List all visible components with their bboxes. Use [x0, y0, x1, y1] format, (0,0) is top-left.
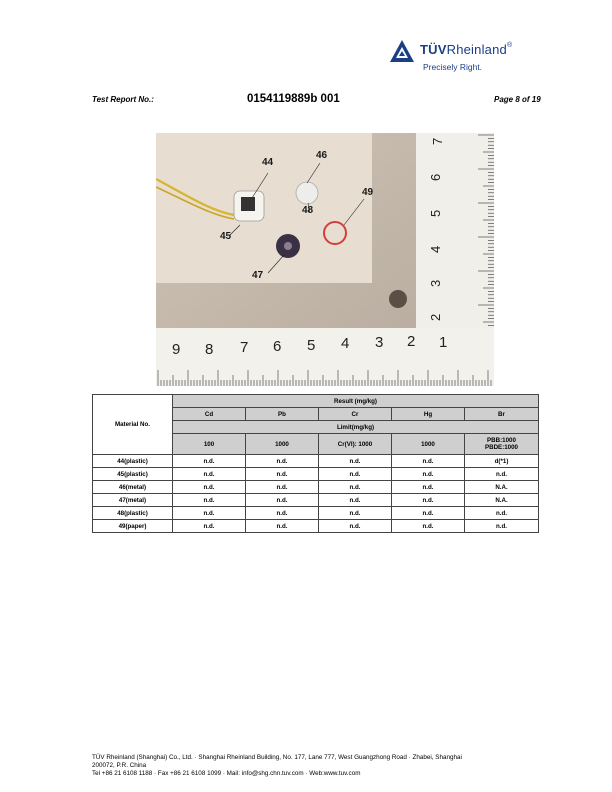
- hg-cell: n.d.: [392, 520, 465, 533]
- col-header-cd: Cd: [173, 408, 246, 421]
- ruler-right-5: 5: [428, 209, 443, 217]
- ruler-number-4: 4: [341, 335, 350, 352]
- limit-hg: 1000: [392, 434, 465, 455]
- ruler-right-4: 4: [428, 245, 443, 253]
- material-no-header: Material No.: [93, 395, 173, 455]
- sample-label-46: 46: [316, 150, 328, 161]
- sample-label-44: 44: [262, 157, 274, 168]
- footer-postcode: 200072, P.R. China: [92, 762, 147, 769]
- col-header-hg: Hg: [392, 408, 465, 421]
- table-header-row: [93, 395, 539, 408]
- limit-cd: 100: [173, 434, 246, 455]
- footer: [92, 754, 542, 778]
- pb-cell: n.d.: [246, 481, 319, 494]
- ruler-number-5: 5: [307, 337, 316, 354]
- sample-label-48: 48: [302, 205, 314, 216]
- br-cell: d(*1): [465, 455, 539, 468]
- material-cell: 48(plastic): [93, 507, 173, 520]
- table-row: [93, 455, 539, 468]
- ruler-number-3: 3: [375, 334, 384, 351]
- table-row: [93, 520, 539, 533]
- logo-tagline: Precisely Right.: [423, 62, 483, 72]
- ruler-right-6: 6: [428, 173, 443, 181]
- ruler-number-2: 2: [407, 333, 416, 350]
- cd-cell: n.d.: [173, 481, 246, 494]
- br-cell: n.d.: [465, 520, 539, 533]
- cr-cell: n.d.: [319, 455, 392, 468]
- table-row: [93, 481, 539, 494]
- hg-cell: n.d.: [392, 455, 465, 468]
- page-number: Page 8 of 19: [494, 95, 541, 104]
- footer-address: TÜV Rheinland (Shanghai) Co., Ltd. · Shanghai Rheinland Building, No. 177, Lane 777, West Guangzhong Road · Zhabei, Shanghai: [92, 754, 462, 761]
- material-cell: 49(paper): [93, 520, 173, 533]
- cr-cell: n.d.: [319, 520, 392, 533]
- cd-cell: n.d.: [173, 507, 246, 520]
- limit-br-pbde: PBDE:1000: [484, 444, 519, 451]
- results-table: [92, 394, 539, 533]
- ruler-number-9: 9: [172, 341, 181, 358]
- ruler-right-7: 7: [430, 137, 445, 145]
- hg-cell: n.d.: [392, 481, 465, 494]
- ruler-number-1: 1: [439, 334, 448, 351]
- cr-cell: n.d.: [319, 481, 392, 494]
- limit-cr: Cr(VI): 1000: [319, 434, 392, 455]
- col-header-cr: Cr: [319, 408, 392, 421]
- logo-brand-text: TÜVRheinland®: [420, 42, 513, 57]
- cd-cell: n.d.: [173, 494, 246, 507]
- ruler-right-3: 3: [428, 279, 443, 287]
- sample-label-49: 49: [362, 187, 374, 198]
- limit-br-pbb: PBB:1000: [487, 437, 516, 444]
- limit-pb: 1000: [246, 434, 319, 455]
- cd-cell: n.d.: [173, 455, 246, 468]
- pb-cell: n.d.: [246, 455, 319, 468]
- material-cell: 47(metal): [93, 494, 173, 507]
- pb-cell: n.d.: [246, 520, 319, 533]
- tuv-logo: [388, 38, 538, 78]
- report-number: 0154119889b 001: [247, 93, 340, 105]
- cr-cell: n.d.: [319, 468, 392, 481]
- table-row: [93, 507, 539, 520]
- cd-cell: n.d.: [173, 520, 246, 533]
- pb-cell: n.d.: [246, 494, 319, 507]
- br-cell: n.d.: [465, 507, 539, 520]
- footer-contact: Tel +86 21 6108 1188 · Fax +86 21 6108 1099 · Mail: info@shg.chn.tuv.com · Web:www.tuv.com: [92, 770, 361, 777]
- cd-cell: n.d.: [173, 468, 246, 481]
- cr-cell: n.d.: [319, 494, 392, 507]
- ruler-right-2: 2: [428, 313, 443, 321]
- col-header-br: Br: [465, 408, 539, 421]
- br-cell: n.d.: [465, 468, 539, 481]
- table-row: [93, 468, 539, 481]
- limit-header: Limit(mg/kg): [173, 421, 539, 434]
- sample-label-47: 47: [252, 270, 264, 281]
- hg-cell: n.d.: [392, 468, 465, 481]
- material-cell: 45(plastic): [93, 468, 173, 481]
- pb-cell: n.d.: [246, 507, 319, 520]
- report-number-label: Test Report No.:: [92, 95, 154, 104]
- br-cell: N.A.: [465, 494, 539, 507]
- material-cell: 44(plastic): [93, 455, 173, 468]
- hg-cell: n.d.: [392, 507, 465, 520]
- sample-photo: [156, 133, 494, 386]
- col-header-pb: Pb: [246, 408, 319, 421]
- ruler-number-7: 7: [240, 339, 249, 356]
- material-cell: 46(metal): [93, 481, 173, 494]
- hg-cell: n.d.: [392, 494, 465, 507]
- result-header: Result (mg/kg): [173, 395, 539, 408]
- ruler-number-6: 6: [273, 338, 282, 355]
- cr-cell: n.d.: [319, 507, 392, 520]
- ruler-number-8: 8: [205, 341, 214, 358]
- br-cell: N.A.: [465, 481, 539, 494]
- tuv-triangle-icon: [388, 38, 416, 66]
- sample-label-45: 45: [220, 231, 232, 242]
- limit-br: [465, 434, 539, 455]
- table-row: [93, 494, 539, 507]
- pb-cell: n.d.: [246, 468, 319, 481]
